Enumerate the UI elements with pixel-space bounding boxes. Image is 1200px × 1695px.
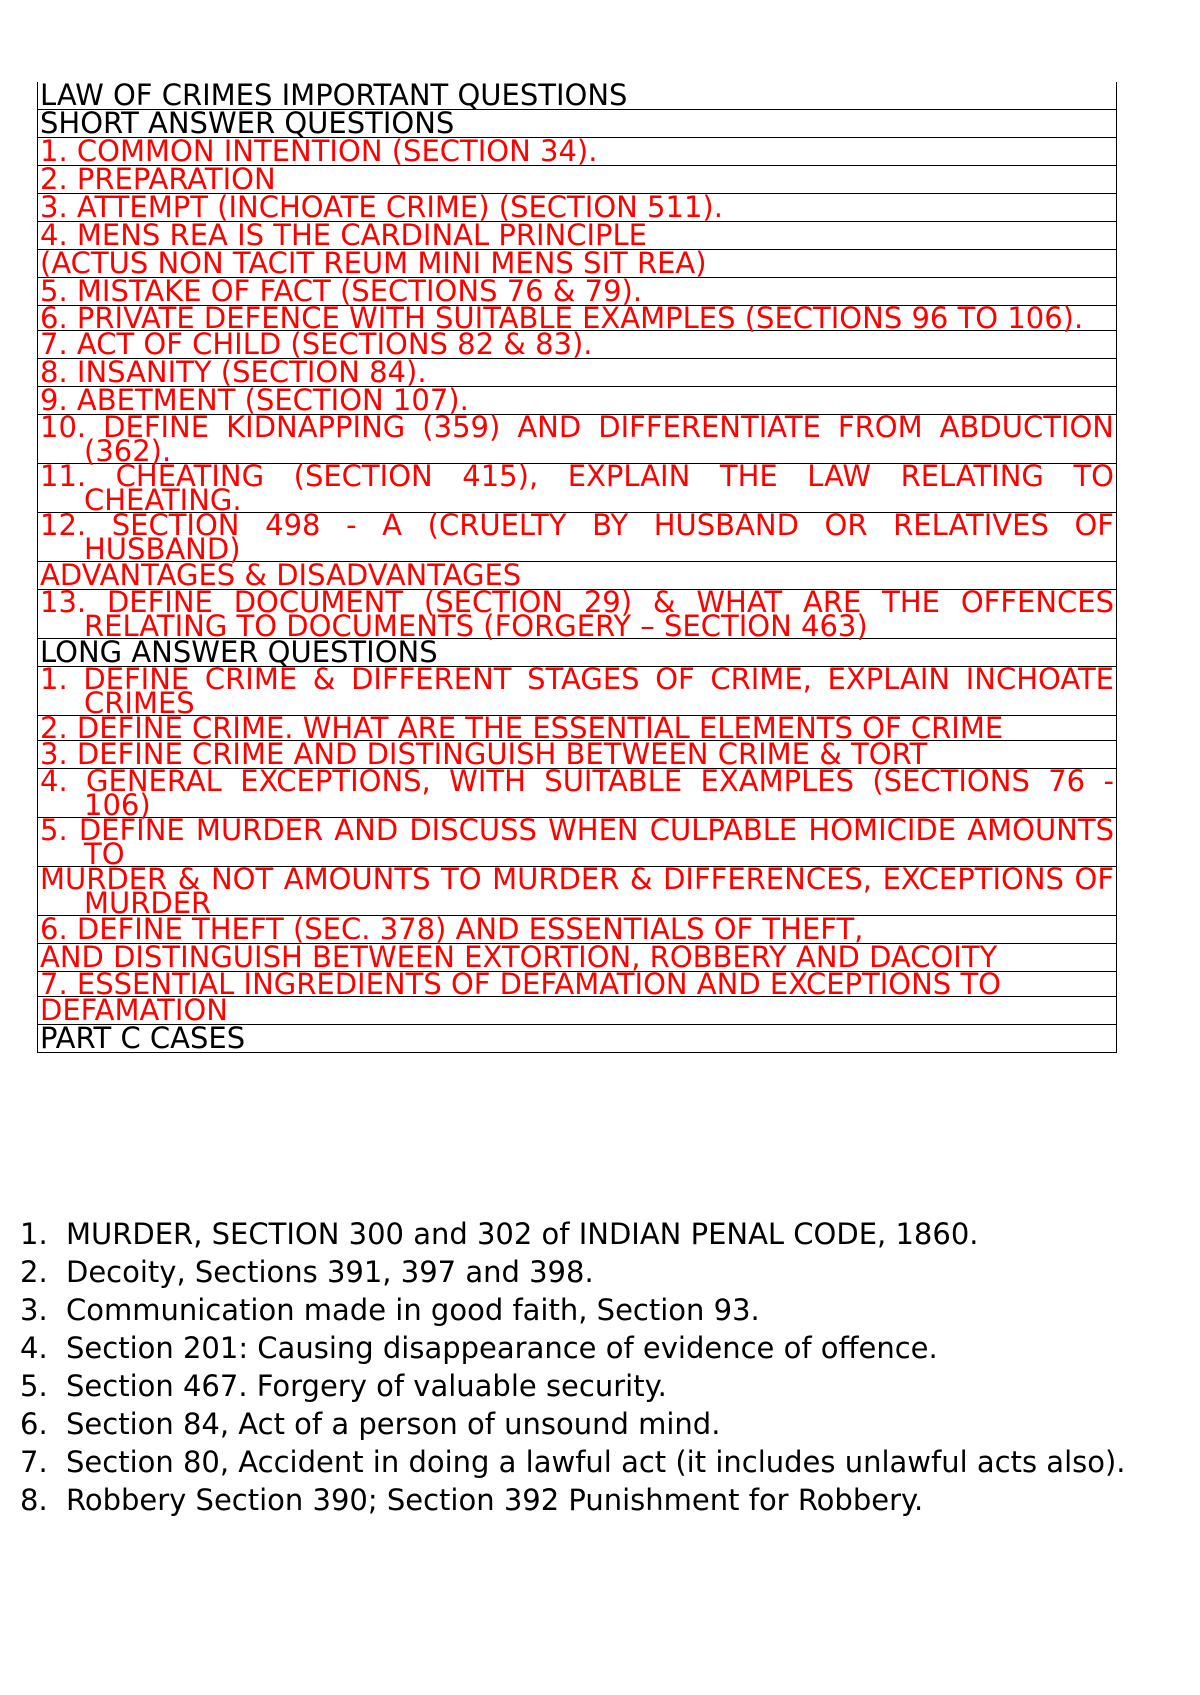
- case-number: 2.: [20, 1255, 48, 1289]
- case-text: Section 84, Act of a person of unsound mind.: [66, 1407, 721, 1441]
- short-question-item: 1. COMMON INTENTION (SECTION 34).: [38, 137, 1116, 165]
- short-question-item: 2. PREPARATION: [38, 165, 1116, 193]
- case-item: [0, 1291, 1200, 1329]
- case-number: 7.: [20, 1445, 48, 1479]
- long-question-item: 5. DEFINE MURDER AND DISCUSS WHEN CULPABLE HOMICIDE AMOUNTS TO: [40, 813, 1114, 871]
- short-question-item: 3. ATTEMPT (INCHOATE CRIME) (SECTION 511).: [38, 193, 1116, 221]
- long-question-item: 2. DEFINE CRIME. WHAT ARE THE ESSENTIAL ELEMENTS OF CRIME: [38, 715, 1116, 740]
- short-question-item: ADVANTAGES & DISADVANTAGES: [38, 561, 1116, 589]
- short-question-item: 7. ACT OF CHILD (SECTIONS 82 & 83).: [38, 330, 1116, 358]
- case-item: [0, 1405, 1200, 1443]
- long-question-item: 3. DEFINE CRIME AND DISTINGUISH BETWEEN CRIME & TORT: [38, 740, 1116, 768]
- case-text: MURDER, SECTION 300 and 302 of INDIAN PENAL CODE, 1860.: [66, 1217, 979, 1251]
- short-question-item: 6. PRIVATE DEFENCE WITH SUITABLE EXAMPLES (SECTIONS 96 TO 106).: [38, 305, 1116, 330]
- case-text: Section 467. Forgery of valuable security.: [66, 1369, 667, 1403]
- case-number: 8.: [20, 1483, 48, 1517]
- short-question-item: 13. DEFINE DOCUMENT (SECTION 29) & WHAT ARE THE OFFENCES RELATING TO DOCUMENTS (FORGERY – SECTION 463): [40, 585, 1114, 643]
- short-question-item: 10. DEFINE KIDNAPPING (359) AND DIFFERENTIATE FROM ABDUCTION (362).: [40, 410, 1114, 468]
- case-text: Section 201: Causing disappearance of evidence of offence.: [66, 1331, 938, 1365]
- case-number: 6.: [20, 1407, 48, 1441]
- case-item: [0, 1443, 1200, 1481]
- case-text: Section 80, Accident in doing a lawful act (it includes unlawful acts also).: [66, 1445, 1126, 1479]
- long-question-item: DEFAMATION: [38, 996, 1116, 1024]
- case-text: Communication made in good faith, Section 93.: [66, 1293, 760, 1327]
- long-question-item: MURDER & NOT AMOUNTS TO MURDER & DIFFERENCES, EXCEPTIONS OF MURDER: [40, 862, 1114, 920]
- short-question-item: 5. MISTAKE OF FACT (SECTIONS 76 & 79).: [38, 277, 1116, 305]
- long-answer-heading: LONG ANSWER QUESTIONS: [38, 638, 1116, 666]
- short-answer-heading: SHORT ANSWER QUESTIONS: [38, 109, 1116, 137]
- short-question-item: 12. SECTION 498 - A (CRUELTY BY HUSBAND OR RELATIVES OF HUSBAND): [40, 508, 1114, 566]
- case-number: 3.: [20, 1293, 48, 1327]
- case-item: [0, 1253, 1200, 1291]
- short-question-item: 8. INSANITY (SECTION 84).: [38, 358, 1116, 386]
- long-question-item: 1. DEFINE CRIME & DIFFERENT STAGES OF CRIME, EXPLAIN INCHOATE CRIMES: [40, 662, 1114, 720]
- case-number: 5.: [20, 1369, 48, 1403]
- document-title: LAW OF CRIMES IMPORTANT QUESTIONS: [40, 78, 628, 112]
- case-item: [0, 1329, 1200, 1367]
- questions-table: [37, 78, 1117, 1055]
- long-question-item: 6. DEFINE THEFT (SEC. 378) AND ESSENTIALS OF THEFT,: [38, 915, 1116, 943]
- short-question-item: 9. ABETMENT (SECTION 107).: [38, 386, 1116, 414]
- case-text: Robbery Section 390; Section 392 Punishment for Robbery.: [66, 1483, 924, 1517]
- short-question-item: 11. CHEATING (SECTION 415), EXPLAIN THE LAW RELATING TO CHEATING.: [40, 459, 1114, 517]
- case-number: 1.: [20, 1217, 48, 1251]
- short-question-item: 4. MENS REA IS THE CARDINAL PRINCIPLE: [38, 221, 1116, 249]
- case-list: [0, 1215, 1200, 1519]
- case-item: [0, 1215, 1200, 1253]
- long-question-item: 4. GENERAL EXCEPTIONS, WITH SUITABLE EXAMPLES (SECTIONS 76 - 106): [40, 764, 1114, 822]
- part-c-heading: PART C CASES: [38, 1024, 1116, 1052]
- case-text: Decoity, Sections 391, 397 and 398.: [66, 1255, 594, 1289]
- case-item: [0, 1481, 1200, 1519]
- long-question-item: 7. ESSENTIAL INGREDIENTS OF DEFAMATION AND EXCEPTIONS TO: [38, 971, 1116, 996]
- case-number: 4.: [20, 1331, 48, 1365]
- case-item: [0, 1367, 1200, 1405]
- long-question-item: AND DISTINGUISH BETWEEN EXTORTION, ROBBERY AND DACOITY: [38, 943, 1116, 971]
- short-question-item: (ACTUS NON TACIT REUM MINI MENS SIT REA): [38, 249, 1116, 277]
